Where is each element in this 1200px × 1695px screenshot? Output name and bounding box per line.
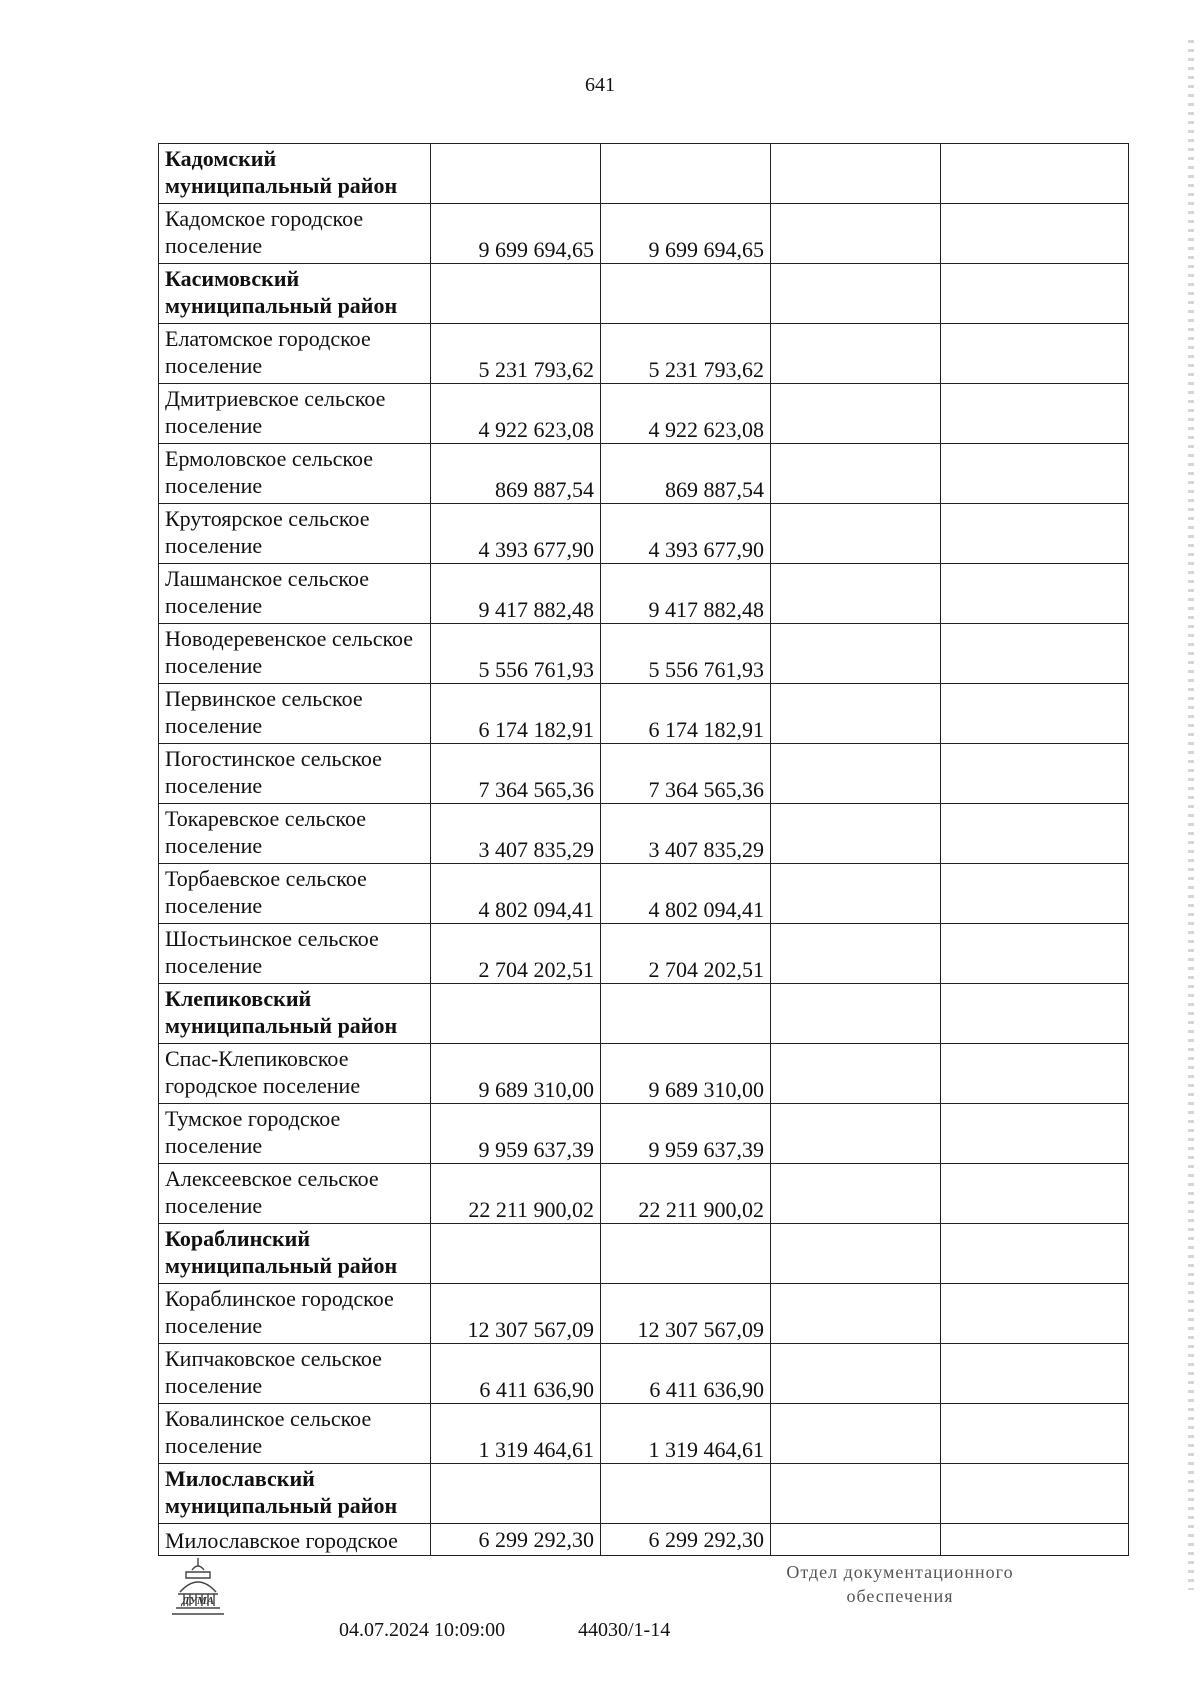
value-cell-2: 9 959 637,39 <box>601 1104 771 1164</box>
value-cell-2: 9 689 310,00 <box>601 1044 771 1104</box>
empty-cell-3 <box>771 1404 941 1464</box>
value-cell-1: 5 231 793,62 <box>431 324 601 384</box>
settlement-row <box>159 1284 1129 1344</box>
value-cell-2: 5 231 793,62 <box>601 324 771 384</box>
district-row <box>159 1224 1129 1284</box>
empty-cell-4 <box>941 984 1129 1044</box>
empty-cell-3 <box>771 744 941 804</box>
row-name-cell: Ермоловское сельское поселение <box>159 444 431 504</box>
footer-date: 04.07.2024 10:09:00 <box>339 1619 506 1641</box>
district-row <box>159 144 1129 204</box>
department-stamp-line2: обеспечения <box>846 1586 954 1606</box>
empty-cell-3 <box>771 1284 941 1344</box>
empty-cell-3 <box>771 384 941 444</box>
logo-text: ДУМА <box>181 1595 215 1607</box>
row-name-cell: Крутоярское сельское поселение <box>159 504 431 564</box>
row-name-cell: Ковалинское сельское поселение <box>159 1404 431 1464</box>
empty-cell-4 <box>941 1464 1129 1524</box>
value-cell-2 <box>601 1464 771 1524</box>
value-cell-1: 6 174 182,91 <box>431 684 601 744</box>
value-cell-2: 1 319 464,61 <box>601 1404 771 1464</box>
empty-cell-3 <box>771 1044 941 1104</box>
value-cell-1: 9 699 694,65 <box>431 204 601 264</box>
row-name-cell: Торбаевское сельское поселение <box>159 864 431 924</box>
value-cell-2: 6 174 182,91 <box>601 684 771 744</box>
value-cell-2: 12 307 567,09 <box>601 1284 771 1344</box>
row-name-cell: Дмитриевское сельское поселение <box>159 384 431 444</box>
settlement-row <box>159 324 1129 384</box>
empty-cell-3 <box>771 324 941 384</box>
empty-cell-3 <box>771 204 941 264</box>
empty-cell-4 <box>941 1104 1129 1164</box>
value-cell-1 <box>431 264 601 324</box>
value-cell-2 <box>601 264 771 324</box>
settlement-row <box>159 564 1129 624</box>
row-name-cell: Клепиковский муниципальный район <box>159 984 431 1044</box>
empty-cell-3 <box>771 1104 941 1164</box>
value-cell-1: 9 959 637,39 <box>431 1104 601 1164</box>
empty-cell-3 <box>771 1344 941 1404</box>
district-row <box>159 1464 1129 1524</box>
empty-cell-4 <box>941 1524 1129 1556</box>
value-cell-1: 12 307 567,09 <box>431 1284 601 1344</box>
empty-cell-3 <box>771 1164 941 1224</box>
value-cell-2: 5 556 761,93 <box>601 624 771 684</box>
row-name-cell: Тумское городское поселение <box>159 1104 431 1164</box>
value-cell-2 <box>601 984 771 1044</box>
empty-cell-3 <box>771 984 941 1044</box>
value-cell-2 <box>601 144 771 204</box>
row-name-cell: Алексеевское сельское поселение <box>159 1164 431 1224</box>
value-cell-2: 869 887,54 <box>601 444 771 504</box>
empty-cell-4 <box>941 1404 1129 1464</box>
empty-cell-4 <box>941 204 1129 264</box>
value-cell-1: 1 319 464,61 <box>431 1404 601 1464</box>
empty-cell-4 <box>941 1224 1129 1284</box>
settlement-row <box>159 804 1129 864</box>
empty-cell-4 <box>941 804 1129 864</box>
value-cell-2: 4 802 094,41 <box>601 864 771 924</box>
value-cell-2: 22 211 900,02 <box>601 1164 771 1224</box>
value-cell-1 <box>431 984 601 1044</box>
row-name-cell: Новодеревенское сельское поселение <box>159 624 431 684</box>
row-name-cell: Милославское городское <box>159 1524 431 1556</box>
value-cell-2: 4 922 623,08 <box>601 384 771 444</box>
settlement-row <box>159 504 1129 564</box>
row-name-cell: Первинское сельское поселение <box>159 684 431 744</box>
settlement-row <box>159 624 1129 684</box>
empty-cell-3 <box>771 804 941 864</box>
value-cell-1 <box>431 144 601 204</box>
value-cell-1: 4 393 677,90 <box>431 504 601 564</box>
row-name-cell: Токаревское сельское поселение <box>159 804 431 864</box>
value-cell-1: 7 364 565,36 <box>431 744 601 804</box>
settlement-row <box>159 924 1129 984</box>
empty-cell-3 <box>771 564 941 624</box>
value-cell-2: 7 364 565,36 <box>601 744 771 804</box>
settlement-row <box>159 384 1129 444</box>
value-cell-1: 22 211 900,02 <box>431 1164 601 1224</box>
value-cell-1: 3 407 835,29 <box>431 804 601 864</box>
settlement-row <box>159 204 1129 264</box>
value-cell-1: 5 556 761,93 <box>431 624 601 684</box>
empty-cell-4 <box>941 384 1129 444</box>
empty-cell-4 <box>941 444 1129 504</box>
value-cell-1: 6 299 292,30 <box>431 1524 601 1556</box>
value-cell-2: 9 417 882,48 <box>601 564 771 624</box>
empty-cell-4 <box>941 1044 1129 1104</box>
row-name-cell: Касимовский муниципальный район <box>159 264 431 324</box>
duma-emblem-icon <box>168 1556 228 1622</box>
table-body <box>159 144 1129 1556</box>
value-cell-1 <box>431 1224 601 1284</box>
empty-cell-4 <box>941 1164 1129 1224</box>
settlement-row <box>159 444 1129 504</box>
empty-cell-3 <box>771 924 941 984</box>
value-cell-2: 6 299 292,30 <box>601 1524 771 1556</box>
row-name-cell: Кадомский муниципальный район <box>159 144 431 204</box>
settlement-row <box>159 1524 1129 1556</box>
row-name-cell: Кипчаковское сельское поселение <box>159 1344 431 1404</box>
empty-cell-4 <box>941 624 1129 684</box>
value-cell-2 <box>601 1224 771 1284</box>
settlement-row <box>159 864 1129 924</box>
settlement-row <box>159 1104 1129 1164</box>
empty-cell-4 <box>941 684 1129 744</box>
value-cell-1: 4 802 094,41 <box>431 864 601 924</box>
empty-cell-4 <box>941 324 1129 384</box>
settlement-row <box>159 1404 1129 1464</box>
settlement-row <box>159 1164 1129 1224</box>
footer-doc-number: 44030/1-14 <box>578 1619 671 1641</box>
value-cell-1: 869 887,54 <box>431 444 601 504</box>
empty-cell-3 <box>771 1224 941 1284</box>
value-cell-2: 6 411 636,90 <box>601 1344 771 1404</box>
settlement-row <box>159 744 1129 804</box>
value-cell-2: 9 699 694,65 <box>601 204 771 264</box>
row-name-cell: Шостьинское сельское поселение <box>159 924 431 984</box>
value-cell-1: 4 922 623,08 <box>431 384 601 444</box>
empty-cell-3 <box>771 624 941 684</box>
empty-cell-4 <box>941 144 1129 204</box>
district-row <box>159 264 1129 324</box>
district-row <box>159 984 1129 1044</box>
row-name-cell: Лашманское сельское поселение <box>159 564 431 624</box>
row-name-cell: Елатомское городское поселение <box>159 324 431 384</box>
row-name-cell: Милославский муниципальный район <box>159 1464 431 1524</box>
empty-cell-4 <box>941 864 1129 924</box>
value-cell-1 <box>431 1464 601 1524</box>
value-cell-1: 2 704 202,51 <box>431 924 601 984</box>
empty-cell-3 <box>771 144 941 204</box>
settlement-row <box>159 684 1129 744</box>
empty-cell-3 <box>771 504 941 564</box>
settlement-row <box>159 1044 1129 1104</box>
value-cell-1: 6 411 636,90 <box>431 1344 601 1404</box>
empty-cell-4 <box>941 1344 1129 1404</box>
value-cell-2: 3 407 835,29 <box>601 804 771 864</box>
row-name-cell: Кораблинское городское поселение <box>159 1284 431 1344</box>
empty-cell-4 <box>941 264 1129 324</box>
value-cell-2: 4 393 677,90 <box>601 504 771 564</box>
value-cell-2: 2 704 202,51 <box>601 924 771 984</box>
empty-cell-3 <box>771 684 941 744</box>
empty-cell-4 <box>941 504 1129 564</box>
empty-cell-3 <box>771 264 941 324</box>
row-name-cell: Кадомское городское поселение <box>159 204 431 264</box>
department-stamp-line1: Отдел документационного <box>786 1562 1014 1582</box>
row-name-cell: Погостинское сельское поселение <box>159 744 431 804</box>
empty-cell-3 <box>771 864 941 924</box>
row-name-cell: Кораблинский муниципальный район <box>159 1224 431 1284</box>
value-cell-1: 9 417 882,48 <box>431 564 601 624</box>
page-number: 641 <box>585 74 615 96</box>
row-name-cell: Спас-Клепиковское городское поселение <box>159 1044 431 1104</box>
empty-cell-4 <box>941 924 1129 984</box>
value-cell-1: 9 689 310,00 <box>431 1044 601 1104</box>
allocation-table <box>158 143 1129 1556</box>
scan-margin-artifact <box>1188 40 1194 1590</box>
empty-cell-4 <box>941 1284 1129 1344</box>
department-stamp <box>750 1560 1050 1608</box>
settlement-row <box>159 1344 1129 1404</box>
empty-cell-4 <box>941 564 1129 624</box>
empty-cell-3 <box>771 1464 941 1524</box>
empty-cell-3 <box>771 1524 941 1556</box>
empty-cell-4 <box>941 744 1129 804</box>
empty-cell-3 <box>771 444 941 504</box>
